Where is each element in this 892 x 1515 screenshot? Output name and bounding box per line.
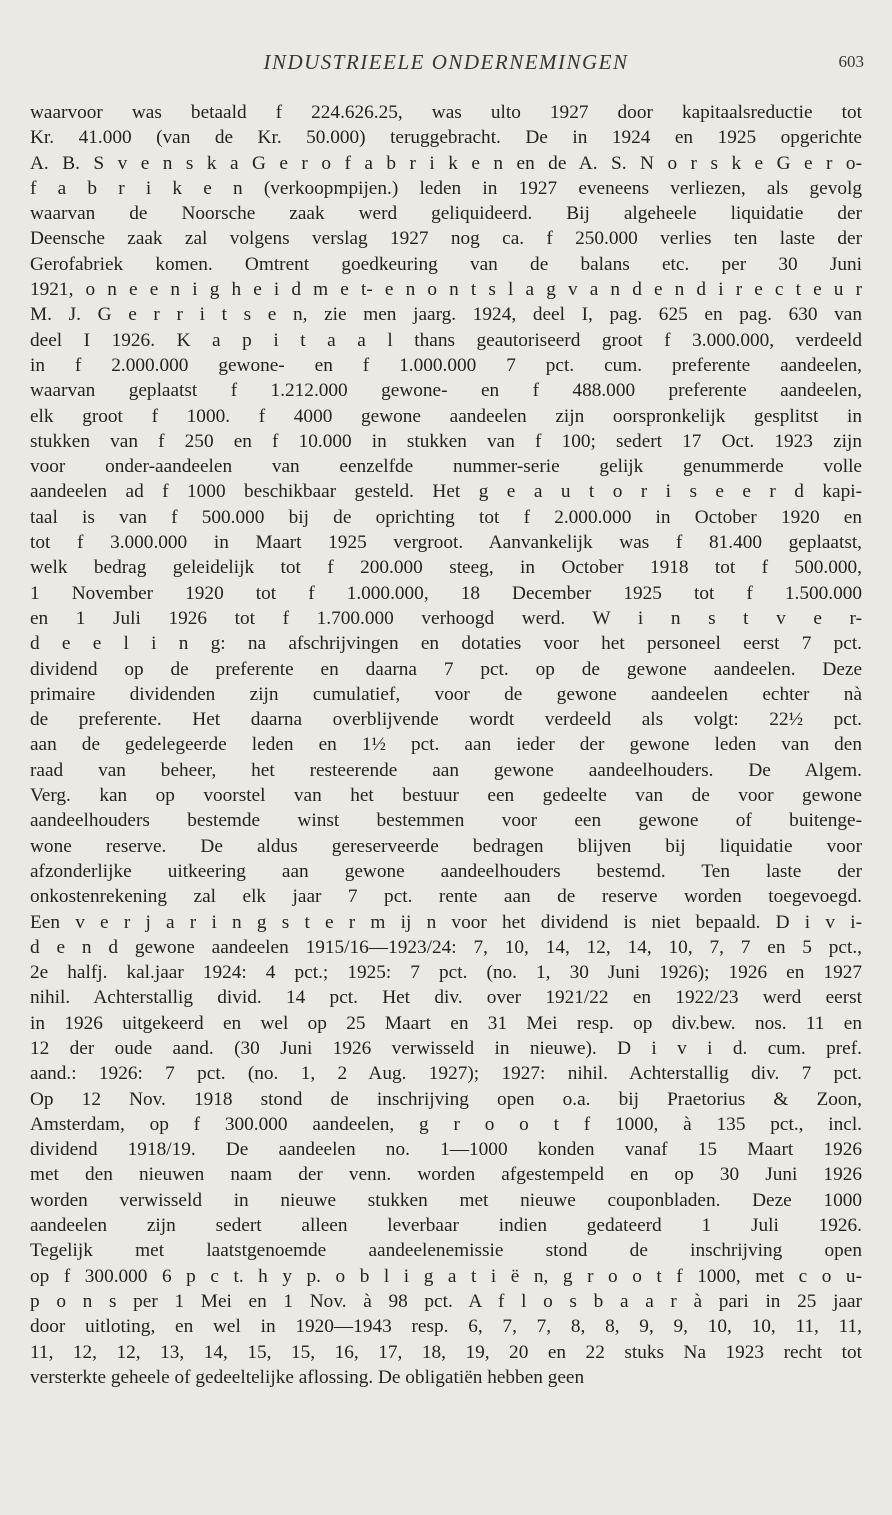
text-line: d e n d gewone aandeelen 1915/16—1923/24: 7, 10, 14, 12, 14, 10, 7, 7 en 5 pct.,	[30, 936, 862, 958]
text-line: met den nieuwen naam der venn. worden afgestempeld en op 30 Juni 1926	[30, 1164, 862, 1186]
text-line: aand.: 1926: 7 pct. (no. 1, 2 Aug. 1927); 1927: nihil. Achterstallig div. 7 pct.	[30, 1063, 862, 1085]
text-line: Amsterdam, op f 300.000 aandeelen, g r o o t f 1000, à 135 pct., incl.	[30, 1113, 862, 1135]
text-line: Op 12 Nov. 1918 stond de inschrijving open o.a. bij Praetorius & Zoon,	[30, 1088, 862, 1110]
text-line: worden verwisseld in nieuwe stukken met nieuwe couponbladen. Deze 1000	[30, 1189, 862, 1211]
text-line: 11, 12, 12, 13, 14, 15, 15, 16, 17, 18, 19, 20 en 22 stuks Na 1923 recht tot	[30, 1341, 862, 1363]
text-line: 12 der oude aand. (30 Juni 1926 verwisseld in nieuwe). D i v i d. cum. pref.	[30, 1037, 862, 1059]
text-line: d e e l i n g: na afschrijvingen en dotaties voor het personeel eerst 7 pct.	[30, 633, 862, 655]
text-line: stukken van f 250 en f 10.000 in stukken van f 100; sedert 17 Oct. 1923 zijn	[30, 430, 862, 452]
text-line: deel I 1926. K a p i t a a l thans geautoriseerd groot f 3.000.000, verdeeld	[30, 329, 862, 351]
text-line: waarvan geplaatst f 1.212.000 gewone- en f 488.000 preferente aandeelen,	[30, 380, 862, 402]
text-line: p o n s per 1 Mei en 1 Nov. à 98 pct. A f l o s b a a r à pari in 25 jaar	[30, 1290, 862, 1312]
text-line: in 1926 uitgekeerd en wel op 25 Maart en 31 Mei resp. op div.bew. nos. 11 en	[30, 1012, 862, 1034]
text-line: aandeelhouders bestemde winst bestemmen voor een gewone of buitenge-	[30, 810, 862, 832]
text-line: 1 November 1920 tot f 1.000.000, 18 December 1925 tot f 1.500.000	[30, 582, 862, 604]
text-line: Kr. 41.000 (van de Kr. 50.000) teruggebracht. De in 1924 en 1925 opgerichte	[30, 127, 862, 149]
text-line: primaire dividenden zijn cumulatief, voor de gewone aandeelen echter nà	[30, 683, 862, 705]
page-number: 603	[838, 52, 864, 71]
text-line: 2e halfj. kal.jaar 1924: 4 pct.; 1925: 7 pct. (no. 1, 30 Juni 1926); 1926 en 1927	[30, 962, 862, 984]
text-line: nihil. Achterstallig divid. 14 pct. Het div. over 1921/22 en 1922/23 werd eerst	[30, 987, 862, 1009]
text-line: op f 300.000 6 p c t. h y p. o b l i g a t i ë n, g r o o t f 1000, met c o u-	[30, 1265, 862, 1287]
text-line: taal is van f 500.000 bij de oprichting tot f 2.000.000 in October 1920 en	[30, 506, 862, 528]
text-line: door uitloting, en wel in 1920—1943 resp. 6, 7, 7, 8, 8, 9, 9, 10, 10, 11, 11,	[30, 1316, 862, 1338]
text-line: welk bedrag geleidelijk tot f 200.000 steeg, in October 1918 tot f 500.000,	[30, 557, 862, 579]
text-line: dividend 1918/19. De aandeelen no. 1—1000 konden vanaf 15 Maart 1926	[30, 1139, 862, 1161]
text-line: afzonderlijke uitkeering aan gewone aandeelhouders bestemd. Ten laste der	[30, 860, 862, 882]
text-line: aan de gedelegeerde leden en 1½ pct. aan ieder der gewone leden van den	[30, 734, 862, 756]
text-line: f a b r i k e n (verkoopmpijen.) leden in 1927 eveneens verliezen, als gevolg	[30, 177, 862, 199]
text-line: raad van beheer, het resteerende aan gewone aandeelhouders. De Algem.	[30, 759, 862, 781]
text-line: dividend op de preferente en daarna 7 pct. op de gewone aandeelen. Deze	[30, 658, 862, 680]
text-line: tot f 3.000.000 in Maart 1925 vergroot. Aanvankelijk was f 81.400 geplaatst,	[30, 532, 862, 554]
body-text	[30, 100, 862, 1390]
text-line: waarvan de Noorsche zaak werd geliquideerd. Bij algeheele liquidatie der	[30, 203, 862, 225]
text-line: 1921, o n e e n i g h e i d m e t- e n o n t s l a g v a n d e n d i r e c t e u r	[30, 279, 862, 301]
text-line: wone reserve. De aldus gereserveerde bedragen blijven bij liquidatie voor	[30, 835, 862, 857]
running-title: INDUSTRIEELE ONDERNEMINGEN	[263, 50, 629, 74]
text-line: Tegelijk met laatstgenoemde aandeelenemissie stond de inschrijving open	[30, 1240, 862, 1262]
page-header	[0, 50, 892, 80]
text-line: A. B. S v e n s k a G e r o f a b r i k e n en de A. S. N o r s k e G e r o-	[30, 152, 862, 174]
text-line: Verg. kan op voorstel van het bestuur een gedeelte van de voor gewone	[30, 785, 862, 807]
text-line: onkostenrekening zal elk jaar 7 pct. rente aan de reserve worden toegevoegd.	[30, 886, 862, 908]
text-line: de preferente. Het daarna overblijvende wordt verdeeld als volgt: 22½ pct.	[30, 709, 862, 731]
text-line: versterkte geheele of gedeeltelijke aflossing. De obligatiën hebben geen	[30, 1366, 585, 1388]
text-line: M. J. G e r r i t s e n, zie men jaarg. 1924, deel I, pag. 625 en pag. 630 van	[30, 304, 862, 326]
text-line: aandeelen zijn sedert alleen leverbaar indien gedateerd 1 Juli 1926.	[30, 1215, 862, 1237]
text-line: elk groot f 1000. f 4000 gewone aandeelen zijn oorspronkelijk gesplitst in	[30, 405, 862, 427]
text-line: aandeelen ad f 1000 beschikbaar gesteld. Het g e a u t o r i s e e r d kapi-	[30, 481, 862, 503]
text-line: waarvoor was betaald f 224.626.25, was ulto 1927 door kapitaalsreductie tot	[30, 102, 862, 123]
text-line: Een v e r j a r i n g s t e r m ij n voor het dividend is niet bepaald. D i v i-	[30, 911, 862, 933]
text-line: Gerofabriek komen. Omtrent goedkeuring van de balans etc. per 30 Juni	[30, 253, 862, 275]
text-line: Deensche zaak zal volgens verslag 1927 nog ca. f 250.000 verlies ten laste der	[30, 228, 862, 250]
text-line: en 1 Juli 1926 tot f 1.700.000 verhoogd werd. W i n s t v e r-	[30, 607, 862, 629]
text-line: in f 2.000.000 gewone- en f 1.000.000 7 pct. cum. preferente aandeelen,	[30, 354, 862, 376]
text-line: voor onder-aandeelen van eenzelfde nummer-serie gelijk genummerde volle	[30, 456, 862, 478]
